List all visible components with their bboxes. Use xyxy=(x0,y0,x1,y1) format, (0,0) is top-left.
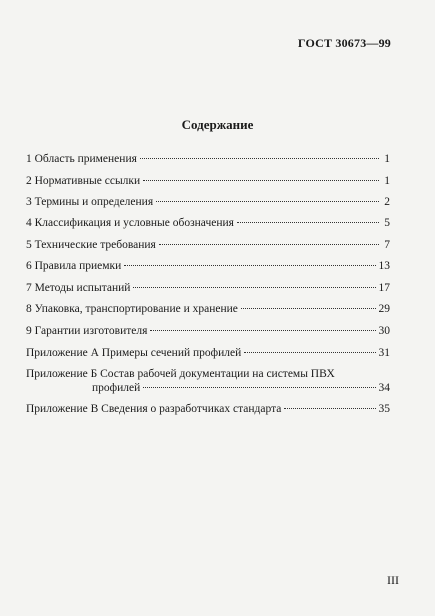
toc-entry xyxy=(26,174,390,188)
toc-leader xyxy=(241,308,376,309)
toc-entry-page: 34 xyxy=(378,382,390,394)
toc-entry-page: 1 xyxy=(384,153,390,165)
toc-entry-label: 6 Правила приемки xyxy=(26,260,122,272)
toc-leader xyxy=(143,387,375,388)
toc-entry-label-continued: профилей xyxy=(92,382,141,394)
toc-leader xyxy=(124,265,375,266)
toc-entry-label: 1 Область применения xyxy=(26,153,137,165)
toc-leader xyxy=(133,287,375,288)
toc-title: Содержание xyxy=(181,117,254,132)
toc-leader xyxy=(150,330,375,331)
toc-entry xyxy=(26,367,390,395)
toc-entry-page: 35 xyxy=(378,403,390,415)
toc-leader xyxy=(143,180,379,181)
toc-entry xyxy=(26,402,390,416)
toc-entry-page: 13 xyxy=(378,260,390,272)
toc-entry xyxy=(26,216,390,230)
toc-leader xyxy=(237,222,379,223)
toc-entry-label: 4 Классификация и условные обозначения xyxy=(26,217,234,229)
toc-entry-page: 31 xyxy=(378,347,390,359)
document-code: ГОСТ 30673—99 xyxy=(297,36,391,50)
toc-entry xyxy=(26,302,390,316)
toc-entry-page: 5 xyxy=(384,217,390,229)
toc-entry-page: 17 xyxy=(378,282,390,294)
toc-entry-label: 8 Упаковка, транспортирование и хранение xyxy=(26,303,238,315)
toc-entry-label: 9 Гарантии изготовителя xyxy=(26,325,148,337)
toc-entry-page: 29 xyxy=(378,303,390,315)
toc-entry-page: 2 xyxy=(384,196,390,208)
toc-entry-page: 7 xyxy=(384,239,390,251)
toc-leader xyxy=(140,158,379,159)
toc-entry-label: Приложение В Сведения о разработчиках стандарта xyxy=(26,403,282,415)
toc-leader xyxy=(244,352,375,353)
toc-entry-label: Приложение Б Состав рабочей документации на системы ПВХ xyxy=(26,368,335,380)
toc-entry-label: 2 Нормативные ссылки xyxy=(26,175,141,187)
toc-entry-page: 30 xyxy=(378,325,390,337)
toc-entry xyxy=(26,259,390,273)
toc-leader xyxy=(284,408,375,409)
toc-entry xyxy=(26,324,390,338)
toc-entry-label: 7 Методы испытаний xyxy=(26,282,131,294)
toc-entry-label: 5 Технические требования xyxy=(26,239,156,251)
toc-entry-page: 1 xyxy=(384,175,390,187)
toc-entry xyxy=(26,281,390,295)
toc-entry xyxy=(26,238,390,252)
page-number: III xyxy=(387,573,399,587)
toc-entry-continuation xyxy=(26,381,390,395)
toc-entry-label: 3 Термины и определения xyxy=(26,196,154,208)
toc-entry xyxy=(26,346,390,360)
toc-entry xyxy=(26,195,390,209)
toc-entry-label: Приложение А Примеры сечений профилей xyxy=(26,347,242,359)
toc-leader xyxy=(156,201,379,202)
toc-leader xyxy=(159,244,379,245)
toc-entry xyxy=(26,152,390,166)
